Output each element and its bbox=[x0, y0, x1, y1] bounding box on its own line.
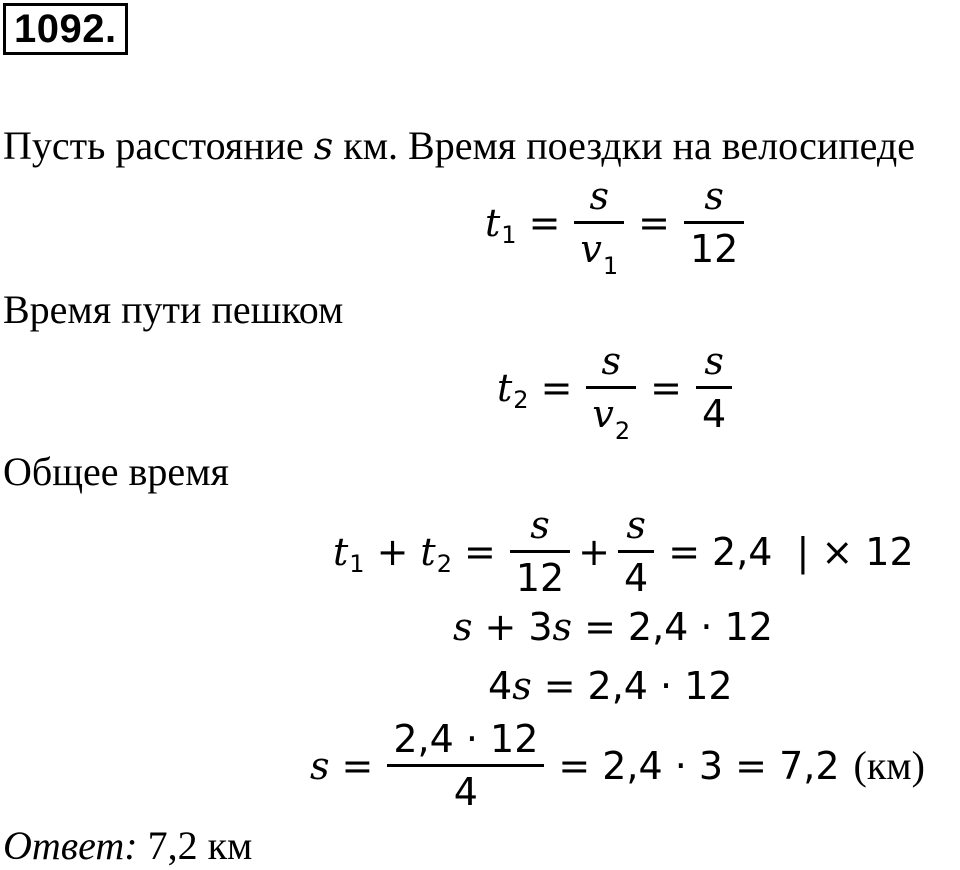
subscript: 1 bbox=[602, 252, 619, 280]
var-v: v bbox=[580, 227, 602, 271]
plus-sign: + bbox=[376, 529, 409, 574]
numerator: s bbox=[530, 503, 550, 547]
rhs-value: 2,4 · 12 bbox=[627, 605, 773, 649]
equals-sign: = bbox=[528, 200, 561, 245]
fraction bbox=[574, 174, 624, 280]
equals-sign: = bbox=[463, 529, 496, 574]
numerator: s bbox=[601, 339, 622, 383]
subscript: 2 bbox=[436, 549, 452, 578]
intro-line bbox=[3, 122, 915, 170]
equation-step-1 bbox=[453, 605, 773, 649]
var-t: t bbox=[333, 529, 349, 574]
var-s: s bbox=[310, 743, 330, 788]
var-t: t bbox=[485, 200, 501, 245]
equation-step-2 bbox=[488, 664, 733, 708]
answer-line bbox=[3, 822, 252, 870]
equation-total bbox=[333, 503, 914, 600]
coefficient: 3 bbox=[528, 605, 553, 649]
denominator: 4 bbox=[624, 556, 649, 600]
numerator: 2,4 · 12 bbox=[393, 717, 539, 761]
equals-sign: = bbox=[543, 664, 576, 708]
intro-text-start: Пусть расстояние bbox=[3, 123, 314, 168]
total-line: Общее время bbox=[3, 449, 229, 494]
denominator: 12 bbox=[515, 556, 565, 600]
answer-label: Ответ: bbox=[3, 823, 138, 868]
var-t: t bbox=[420, 529, 436, 574]
fraction bbox=[387, 717, 544, 814]
var-s: s bbox=[512, 664, 532, 708]
var-s: s bbox=[552, 605, 573, 649]
rhs-value: 2,4 · 3 = 7,2 bbox=[602, 743, 840, 788]
intro-variable: s bbox=[313, 124, 334, 168]
equals-sign: = bbox=[584, 605, 616, 649]
equals-sign: = bbox=[638, 200, 670, 245]
var-t: t bbox=[497, 365, 513, 410]
subscript: 2 bbox=[614, 417, 631, 445]
equation-t2 bbox=[497, 339, 734, 445]
walking-line: Время пути пешком bbox=[3, 287, 344, 332]
intro-text-end: км. Время поездки на велосипеде bbox=[333, 123, 916, 168]
problem-number: 1092. bbox=[3, 3, 128, 55]
plus-sign: + bbox=[484, 605, 517, 649]
equals-sign: = bbox=[540, 365, 573, 410]
denominator bbox=[574, 224, 624, 280]
multiply-note: | × 12 bbox=[796, 529, 914, 574]
equals-sign: = bbox=[650, 365, 682, 410]
denominator: 12 bbox=[690, 227, 739, 271]
coefficient: 4 bbox=[488, 664, 513, 708]
equals-sign: = bbox=[558, 743, 591, 788]
subscript: 2 bbox=[513, 385, 529, 414]
unit-label: (км) bbox=[853, 742, 925, 788]
var-v: v bbox=[592, 392, 614, 436]
equation-t1 bbox=[485, 174, 746, 280]
var-s: s bbox=[453, 605, 473, 649]
numerator: s bbox=[704, 174, 724, 218]
fraction bbox=[684, 174, 744, 271]
fraction bbox=[586, 339, 636, 445]
fraction bbox=[510, 503, 570, 600]
rhs-value: 2,4 bbox=[712, 529, 773, 574]
fraction bbox=[696, 339, 732, 436]
equals-sign: = bbox=[341, 743, 374, 788]
denominator: 4 bbox=[702, 392, 727, 436]
numerator: s bbox=[589, 174, 610, 218]
rhs-value: 2,4 · 12 bbox=[587, 664, 733, 708]
subscript: 1 bbox=[501, 220, 517, 249]
numerator: s bbox=[626, 503, 646, 547]
plus-sign: + bbox=[578, 529, 611, 574]
equals-sign: = bbox=[668, 529, 701, 574]
answer-value: 7,2 км bbox=[137, 823, 253, 868]
denominator bbox=[586, 389, 636, 445]
numerator: s bbox=[704, 339, 724, 383]
subscript: 1 bbox=[349, 549, 365, 578]
equation-result bbox=[310, 717, 925, 814]
denominator: 4 bbox=[453, 770, 478, 814]
fraction bbox=[618, 503, 654, 600]
